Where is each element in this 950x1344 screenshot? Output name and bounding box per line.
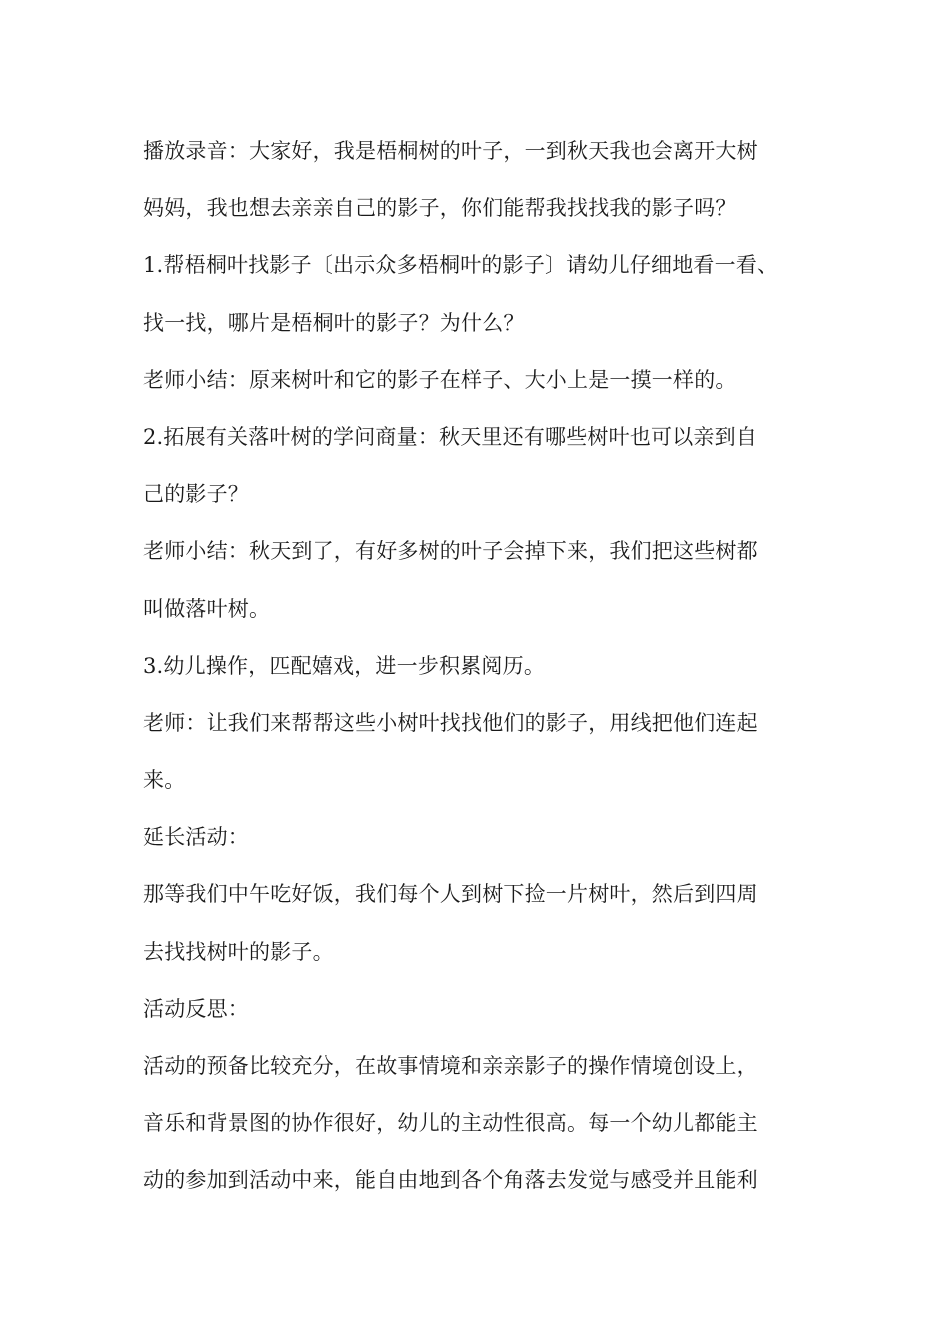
text-line: 1.帮梧桐叶找影子〔出示众多梧桐叶的影子〕请幼儿仔细地看一看、 [143,253,779,278]
text-line: 去找找树叶的影子。 [143,939,334,964]
text-line: 老师小结：原来树叶和它的影子在样子、大小上是一摸一样的。 [143,367,737,392]
section-heading: 活动反思： [143,996,249,1021]
document-body [143,131,823,1218]
text-line: 来。 [143,768,186,793]
text-line: 动的参加到活动中来，能自由地到各个角落去发觉与感受并且能利 [143,1168,758,1193]
text-line: 音乐和背景图的协作很好，幼儿的主动性很高。每一个幼儿都能主 [143,1111,758,1136]
text-line: 活动的预备比较充分，在故事情境和亲亲影子的操作情境创设上， [143,1054,758,1078]
text-line: 3.幼儿操作，匹配嬉戏，进一步积累阅历。 [143,653,546,678]
section-heading: 延长活动： [143,825,249,850]
text-line: 找一找，哪片是梧桐叶的影子？为什么？ [143,310,525,335]
text-line: 老师：让我们来帮帮这些小树叶找找他们的影子，用线把他们连起 [143,710,758,735]
text-line: 叫做落叶树。 [143,596,271,621]
text-line: 那等我们中午吃好饭，我们每个人到树下捡一片树叶，然后到四周 [143,882,758,907]
text-line: 老师小结：秋天到了，有好多树的叶子会掉下来，我们把这些树都 [143,539,758,564]
text-line: 2.拓展有关落叶树的学问商量：秋天里还有哪些树叶也可以亲到自 [143,424,758,449]
text-line: 妈妈，我也想去亲亲自己的影子，你们能帮我找找我的影子吗？ [143,196,737,221]
text-line: 播放录音：大家好，我是梧桐树的叶子，一到秋天我也会离开大树 [143,139,758,163]
text-line: 己的影子？ [143,482,249,507]
